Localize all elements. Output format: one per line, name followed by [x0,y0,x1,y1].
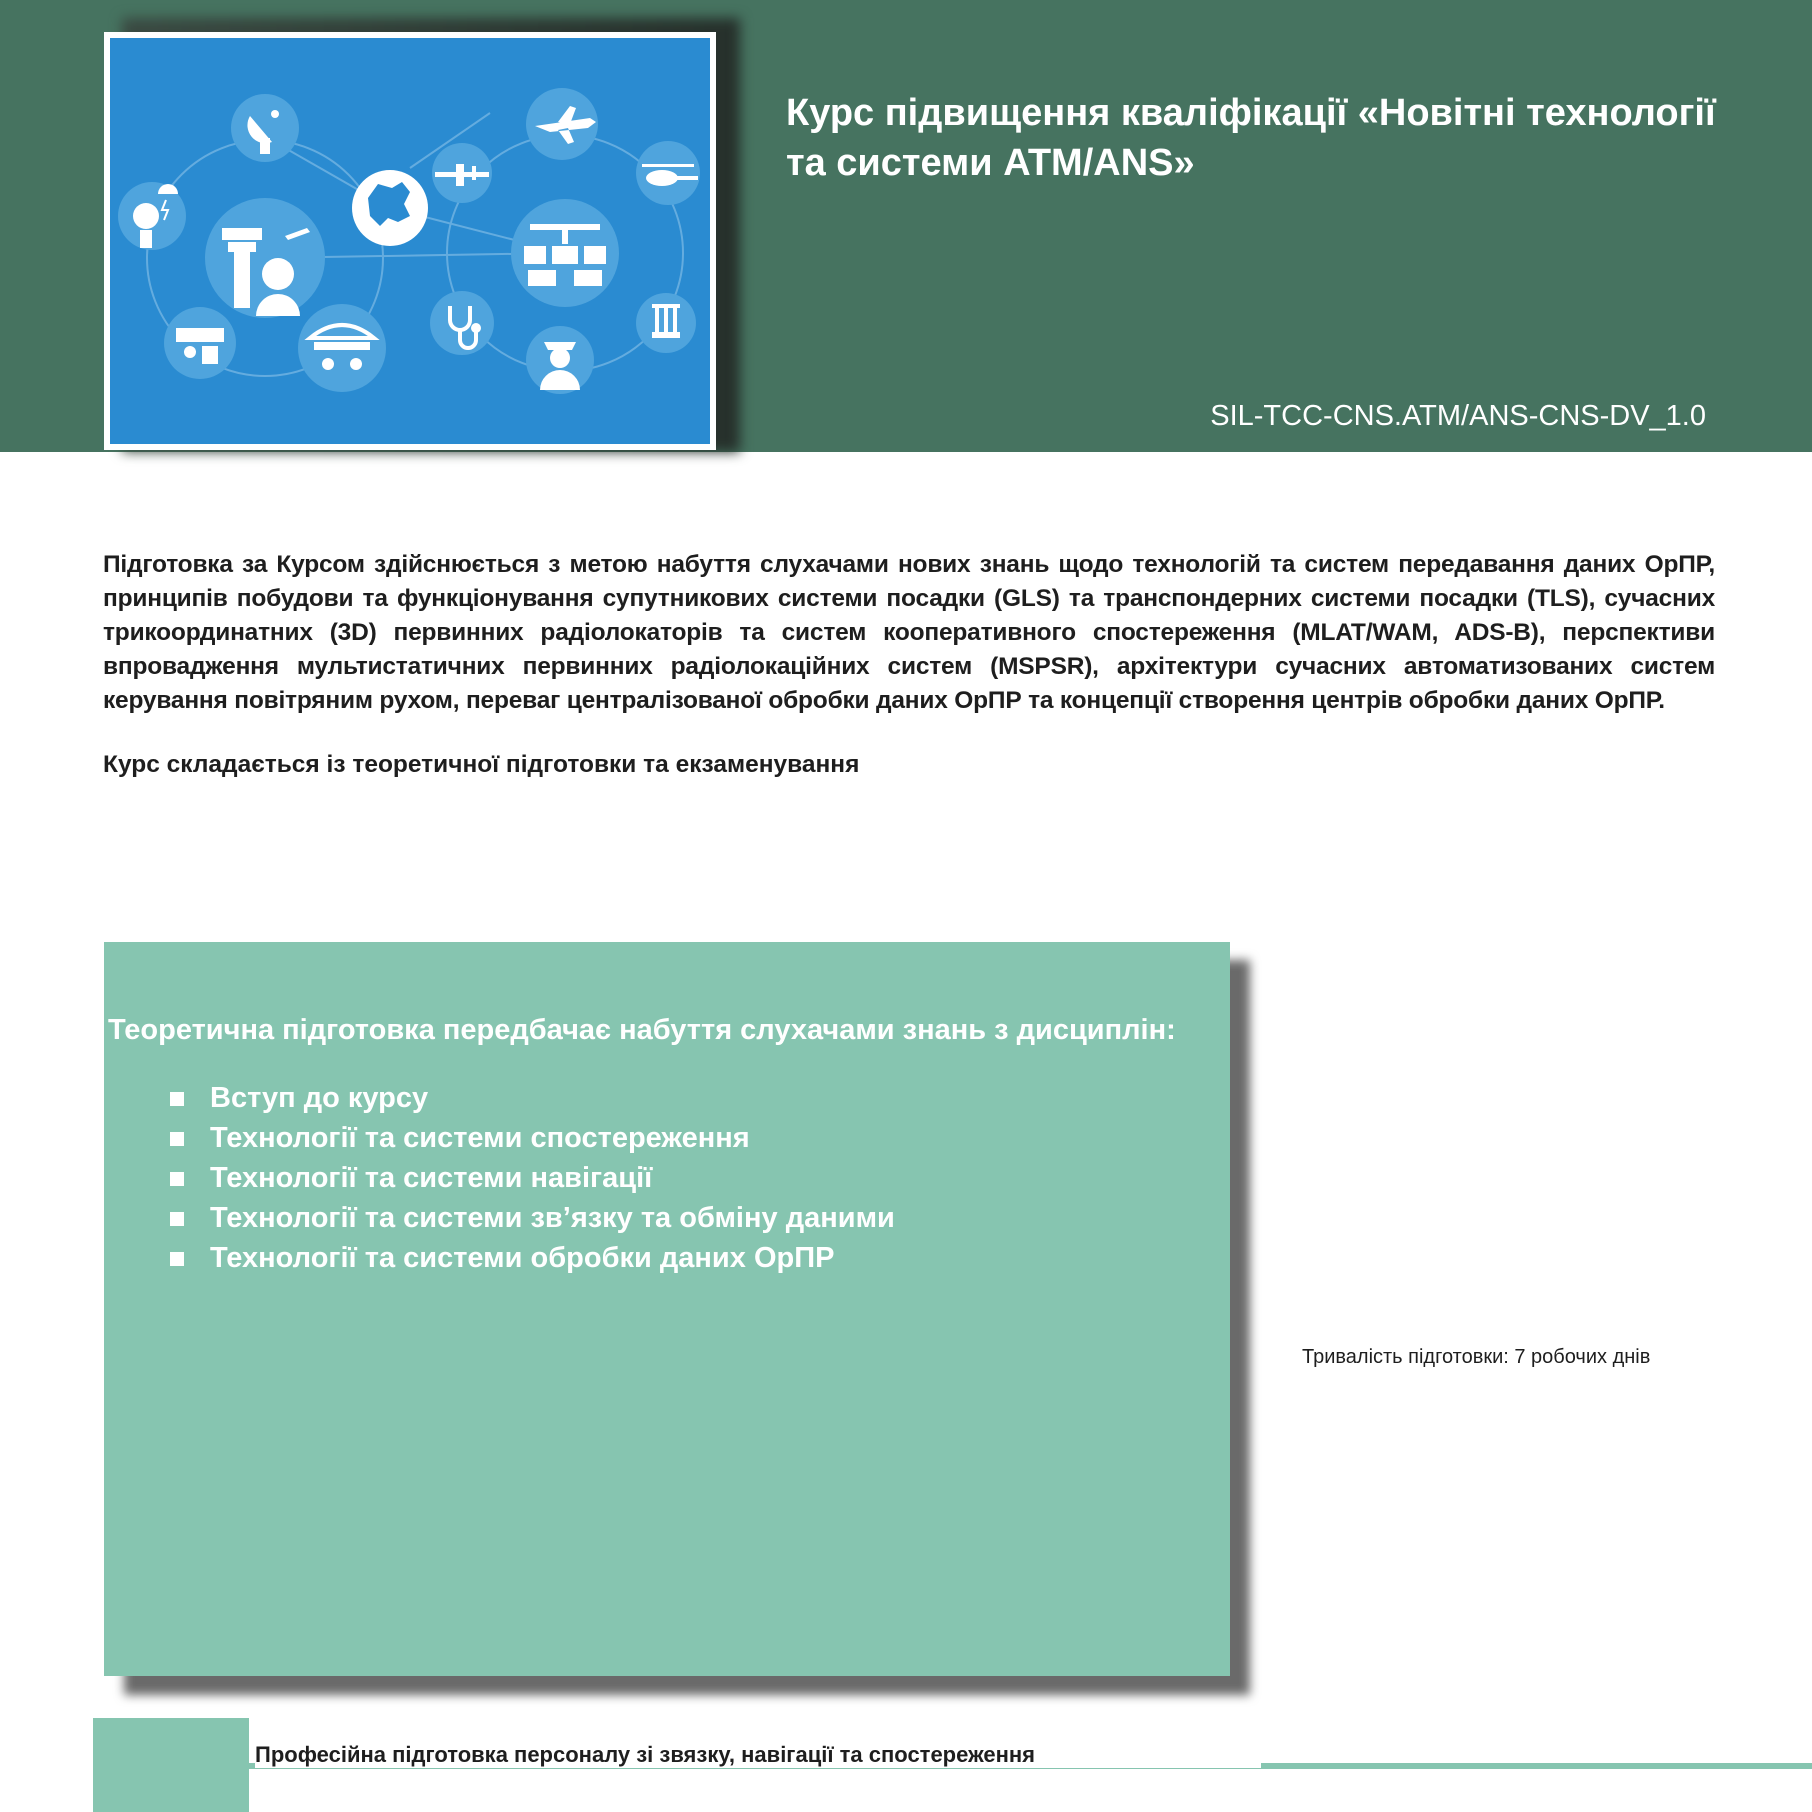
small-plane-icon [432,143,492,203]
pilot-icon [526,326,594,394]
theory-box-title: Теоретична підготовка передбачає набуття слухачами знань з дисциплін: [108,1014,1176,1046]
cockpit-icon [298,304,386,392]
square-bullet-icon [170,1252,184,1266]
duration-text: Тривалість підготовки: 7 робочих днів [1302,1346,1651,1368]
square-bullet-icon [170,1212,184,1226]
list-item: Технології та системи зв’язку та обміну даними [164,1198,895,1238]
square-bullet-icon [170,1132,184,1146]
radar-display-icon [511,199,619,307]
europe-map-icon [352,170,428,246]
discipline-list [164,1078,895,1278]
satellite-dish-icon [231,94,299,162]
footer-text: Професійна підготовка персоналу зі звязку, навігації та спостереження [255,1742,1261,1768]
list-item: Технології та системи обробки даних ОрПР [164,1238,895,1278]
course-description: Підготовка за Курсом здійснюється з метою набуття слухачами нових знань щодо технологій та систем передавання даних ОрПР, принципів побудови та функціонування супутникових системи посадки (GLS) та транспондерних системи посадки (TLS), сучасних трикоординатних (3D) первинних радіолокаторів та систем кооперативного спостереження (MLAT/WAM, ADS-B), перспективи впровадження мультистатичних первинних радіолокаційних систем (MSPSR), архітектури сучасних автоматизованих систем керування повітряним рухом, переваг централізованої обробки даних ОрПР та концепції створення центрів обробки даних ОрПР. [103,551,1715,714]
course-code: SIL-TCC-CNS.ATM/ANS-CNS-DV_1.0 [1210,400,1706,432]
square-bullet-icon [170,1172,184,1186]
weather-balloon-icon [118,182,186,250]
airplane-icon [526,88,598,160]
helicopter-icon [636,141,700,205]
course-structure: Курс складається із теоретичної підготовки та екзаменування [103,751,860,778]
antenna-icon [636,293,696,353]
theory-box [104,942,1230,1676]
list-item: Технології та системи спостереження [164,1118,895,1158]
list-item: Технології та системи навігації [164,1158,895,1198]
hero-illustration [110,38,710,444]
control-tower-icon [205,198,325,318]
list-item: Вступ до курсу [164,1078,895,1118]
stethoscope-icon [430,291,494,355]
square-bullet-icon [170,1092,184,1106]
course-title: Курс підвищення кваліфікації «Новітні технології та системи ATM/ANS» [786,92,1716,184]
simulator-icon [164,307,236,379]
footer-accent-block [93,1718,249,1812]
